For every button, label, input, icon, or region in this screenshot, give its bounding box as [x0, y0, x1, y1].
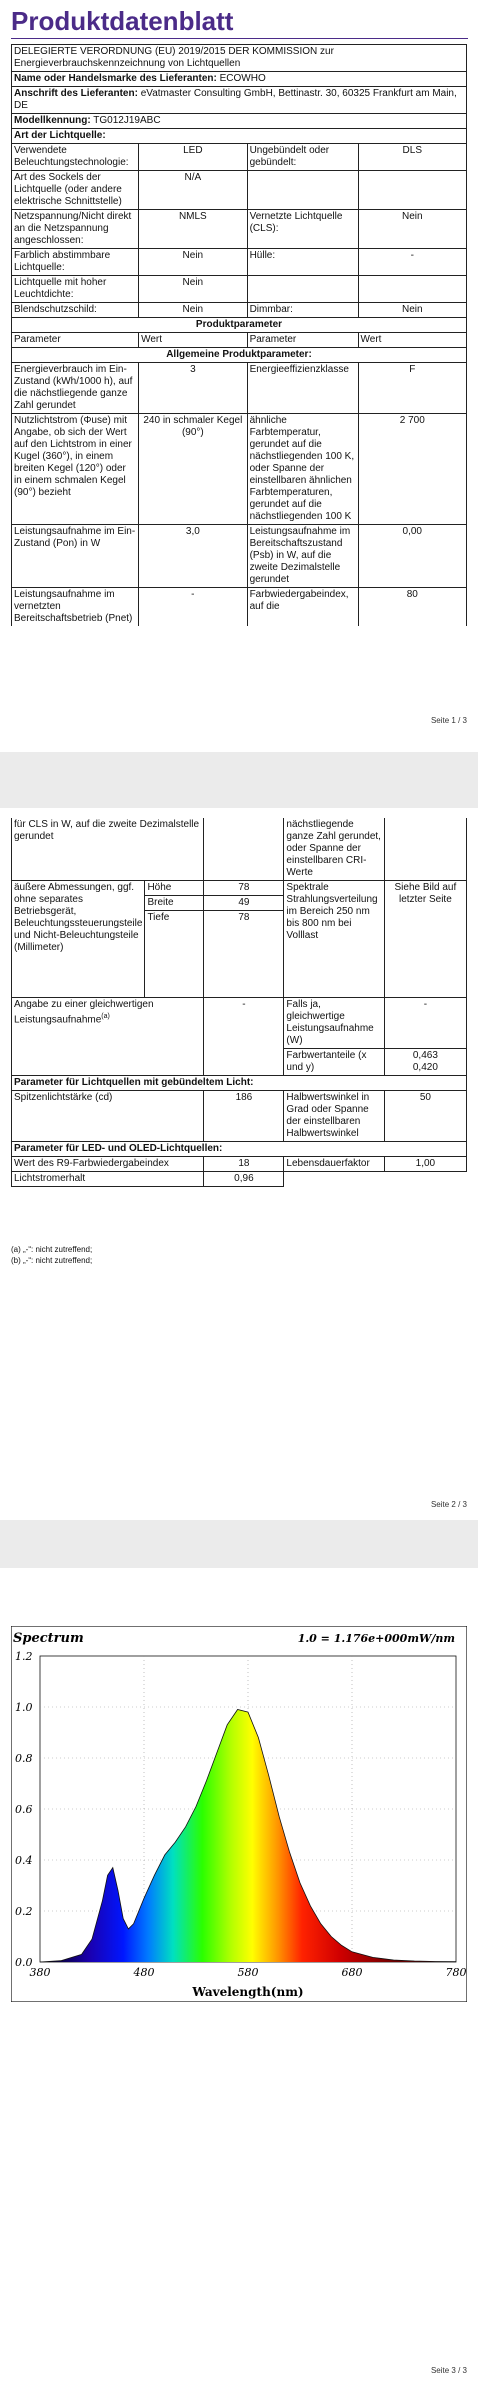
scale-annotation: 1.0 = 1.176e+000mW/nm: [297, 1632, 455, 1645]
model-label: Modellkennung:: [14, 115, 91, 126]
y-tick-label: 0.6: [15, 1803, 33, 1816]
trademark-row: [12, 72, 467, 87]
cell-label: Energieeffizienzklasse: [247, 363, 358, 414]
cell-value: LED: [139, 144, 247, 171]
cell-label: ähnliche Farbtemperatur, gerundet auf die nächstliegenden 100 K, oder Spanne der einstellbaren ähnlichen Farbtemperaturen, gerundet auf die nächstliegenden 100 K: [247, 414, 358, 525]
page-number: Seite 3 / 3: [430, 2366, 467, 2375]
x-tick-label: 580: [237, 1966, 259, 1979]
trademark-label: Name oder Handelsmarke des Lieferanten:: [14, 73, 217, 84]
type-header: Art der Lichtquelle:: [12, 129, 467, 144]
x-tick-label: 380: [29, 1966, 51, 1979]
trademark-value: ECOWHO: [219, 73, 266, 84]
width-label: Breite: [145, 896, 204, 911]
cell-empty: [358, 276, 466, 303]
x-tick-label: 780: [445, 1966, 467, 1979]
cell-empty: [247, 171, 358, 210]
chromaticity-values: [384, 1049, 466, 1076]
chromaticity-x: 0,463: [412, 1050, 438, 1061]
cell-empty: [204, 818, 284, 881]
address-value: eVatmaster Consulting GmbH, Bettinastr. 30, 60325 Frankfurt am Main, DE: [14, 88, 457, 111]
cell-value: 50: [384, 1091, 466, 1142]
y-tick-label: 0.4: [15, 1854, 33, 1867]
cell-label: Farblich abstimmbare Lichtquelle:: [12, 249, 139, 276]
depth-label: Tiefe: [145, 911, 204, 998]
footnote-a: (a) „-“: nicht zutreffend;: [11, 1245, 93, 1254]
cell-label: Hülle:: [247, 249, 358, 276]
cell-value: 3,0: [139, 525, 247, 588]
cell-value: 1,00: [384, 1157, 466, 1172]
chromaticity-label: Farbwertanteile (x und y): [284, 1049, 384, 1076]
cell-value: 0,00: [358, 525, 466, 588]
cell-label: Leistungsaufnahme im vernetzten Bereitschaftsbetrieb (Pnet): [12, 588, 139, 627]
cell-label: Ungebündelt oder gebündelt:: [247, 144, 358, 171]
cell-label: Vernetzte Lichtquelle (CLS):: [247, 210, 358, 249]
footnotes: [11, 1244, 92, 1266]
cell-value: -: [358, 249, 466, 276]
cell-value: 0,96: [204, 1172, 284, 1187]
cell-value: 2 700: [358, 414, 466, 525]
regulation-text: DELEGIERTE VERORDNUNG (EU) 2019/2015 DER KOMMISSION zur Energieverbrauchskennzeichnung von Lichtquellen: [12, 45, 467, 72]
address-row: [12, 87, 467, 114]
height-label: Höhe: [145, 881, 204, 896]
page-1: [0, 0, 478, 752]
col-header: Wert: [358, 333, 466, 348]
cell-label: Lichtquelle mit hoher Leuchtdichte:: [12, 276, 139, 303]
x-tick-label: 480: [133, 1966, 155, 1979]
col-header: Parameter: [247, 333, 358, 348]
directional-header: Parameter für Lichtquellen mit gebündeltem Licht:: [12, 1076, 467, 1091]
cell-value: 3: [139, 363, 247, 414]
cell-label: Spitzenlichtstärke (cd): [12, 1091, 204, 1142]
chromaticity-y: 0,420: [412, 1062, 438, 1073]
cell-empty: [358, 171, 466, 210]
cell-label: Blendschutzschild:: [12, 303, 139, 318]
led-header: Parameter für LED- und OLED-Lichtquellen:: [12, 1142, 467, 1157]
cell-value: Nein: [139, 249, 247, 276]
model-value: TG012J19ABC: [93, 115, 161, 126]
cell-label: Farbwiedergabeindex, auf die: [247, 588, 358, 627]
cell-label: Verwendete Beleuchtungstechnologie:: [12, 144, 139, 171]
address-label: Anschrift des Lieferanten:: [14, 88, 138, 99]
params-table-continued: [11, 818, 467, 1187]
cell-empty: [247, 276, 358, 303]
page-3: [0, 1568, 478, 2390]
cell-value: Nein: [139, 303, 247, 318]
width-value: 49: [204, 896, 284, 911]
cell-label: Lebensdauerfaktor: [284, 1157, 384, 1172]
spectrum-value: Siehe Bild auf letzter Seite: [384, 881, 466, 998]
cell-value: 18: [204, 1157, 284, 1172]
cell-label: Wert des R9-Farbwiedergabeindex: [12, 1157, 204, 1172]
spectrum-label: Spektrale Strahlungsverteilung im Bereich 250 nm bis 800 nm bei Volllast: [284, 881, 384, 998]
cell-value: F: [358, 363, 466, 414]
cell-value: 80: [358, 588, 466, 627]
footnote-b: (b) „-“: nicht zutreffend;: [11, 1256, 93, 1265]
cell-label: Energieverbrauch im Ein-Zustand (kWh/1000 h), auf die nächstliegende ganze Zahl gerundet: [12, 363, 139, 414]
col-header: Wert: [139, 333, 247, 348]
cell-value: Nein: [358, 210, 466, 249]
cell-label: Netzspannung/Nicht direkt an die Netzspannung angeschlossen:: [12, 210, 139, 249]
cell-value: -: [139, 588, 247, 627]
title-rule: [11, 38, 468, 39]
y-tick-label: 1.2: [15, 1650, 33, 1663]
y-tick-label: 0.0: [15, 1956, 33, 1969]
cell-label: für CLS in W, auf die zweite Dezimalstelle gerundet: [12, 818, 204, 881]
y-tick-label: 0.2: [15, 1905, 33, 1918]
cell-label: Lichtstromerhalt: [12, 1172, 204, 1187]
height-value: 78: [204, 881, 284, 896]
cell-value: 186: [204, 1091, 284, 1142]
product-params-header: Produktparameter: [12, 318, 467, 333]
page-number: Seite 1 / 3: [430, 716, 467, 725]
equivalent-power-label: Angabe zu einer gleichwertigen Leistungsaufnahme: [14, 999, 154, 1026]
general-params-header: Allgemeine Produktparameter:: [12, 348, 467, 363]
page-number: Seite 2 / 3: [430, 1500, 467, 1509]
info-table: [11, 44, 467, 626]
equivalent-power-cell: [12, 998, 204, 1076]
equivalent-power-value: -: [204, 998, 284, 1076]
col-header: Parameter: [12, 333, 139, 348]
model-row: [12, 114, 467, 129]
cell-empty: [384, 1172, 466, 1187]
cell-value: DLS: [358, 144, 466, 171]
cell-value: NMLS: [139, 210, 247, 249]
cell-empty: [284, 1172, 384, 1187]
y-tick-label: 0.8: [15, 1752, 33, 1765]
footnote-ref: (a): [101, 1013, 110, 1020]
cell-value: -: [384, 998, 466, 1049]
cell-value: N/A: [139, 171, 247, 210]
cell-value: Nein: [139, 276, 247, 303]
page-2: [0, 808, 478, 1520]
cell-value: Nein: [358, 303, 466, 318]
x-axis-label: Wavelength(nm): [192, 1985, 304, 1999]
x-tick-label: 680: [341, 1966, 363, 1979]
y-tick-label: 1.0: [15, 1701, 33, 1714]
document-title: Produktdatenblatt: [11, 6, 234, 36]
cell-label: Leistungsaufnahme im Bereitschaftszustand (Psb) in W, auf die zweite Dezimalstelle gerundet: [247, 525, 358, 588]
depth-value: 78: [204, 911, 284, 998]
cell-label: Art des Sockels der Lichtquelle (oder andere elektrische Schnittstelle): [12, 171, 139, 210]
chart-title: Spectrum: [13, 1631, 84, 1646]
cell-label: Falls ja, gleichwertige Leistungsaufnahme (W): [284, 998, 384, 1049]
cell-value: 240 in schmaler Kegel (90°): [139, 414, 247, 525]
cell-label: Halbwertswinkel in Grad oder Spanne der einstellbaren Halbwertswinkel: [284, 1091, 384, 1142]
cell-empty: [384, 818, 466, 881]
cell-label: nächstliegende ganze Zahl gerundet, oder Spanne der einstellbaren CRI-Werte: [284, 818, 384, 881]
cell-label: Dimmbar:: [247, 303, 358, 318]
dimensions-label: äußere Abmessungen, ggf. ohne separates Betriebsgerät, Beleuchtungssteuerungsteile und Nicht-Beleuchtungsteile (Millimeter): [12, 881, 145, 998]
cell-label: Nutzlichtstrom (Φuse) mit Angabe, ob sich der Wert auf den Lichtstrom in einer Kugel (360°), in einem breiten Kegel (120°) oder in einem schmalen Kegel (90°) bezieht: [12, 414, 139, 525]
spectrum-chart: [11, 1626, 467, 2002]
cell-label: Leistungsaufnahme im Ein-Zustand (Pon) in W: [12, 525, 139, 588]
